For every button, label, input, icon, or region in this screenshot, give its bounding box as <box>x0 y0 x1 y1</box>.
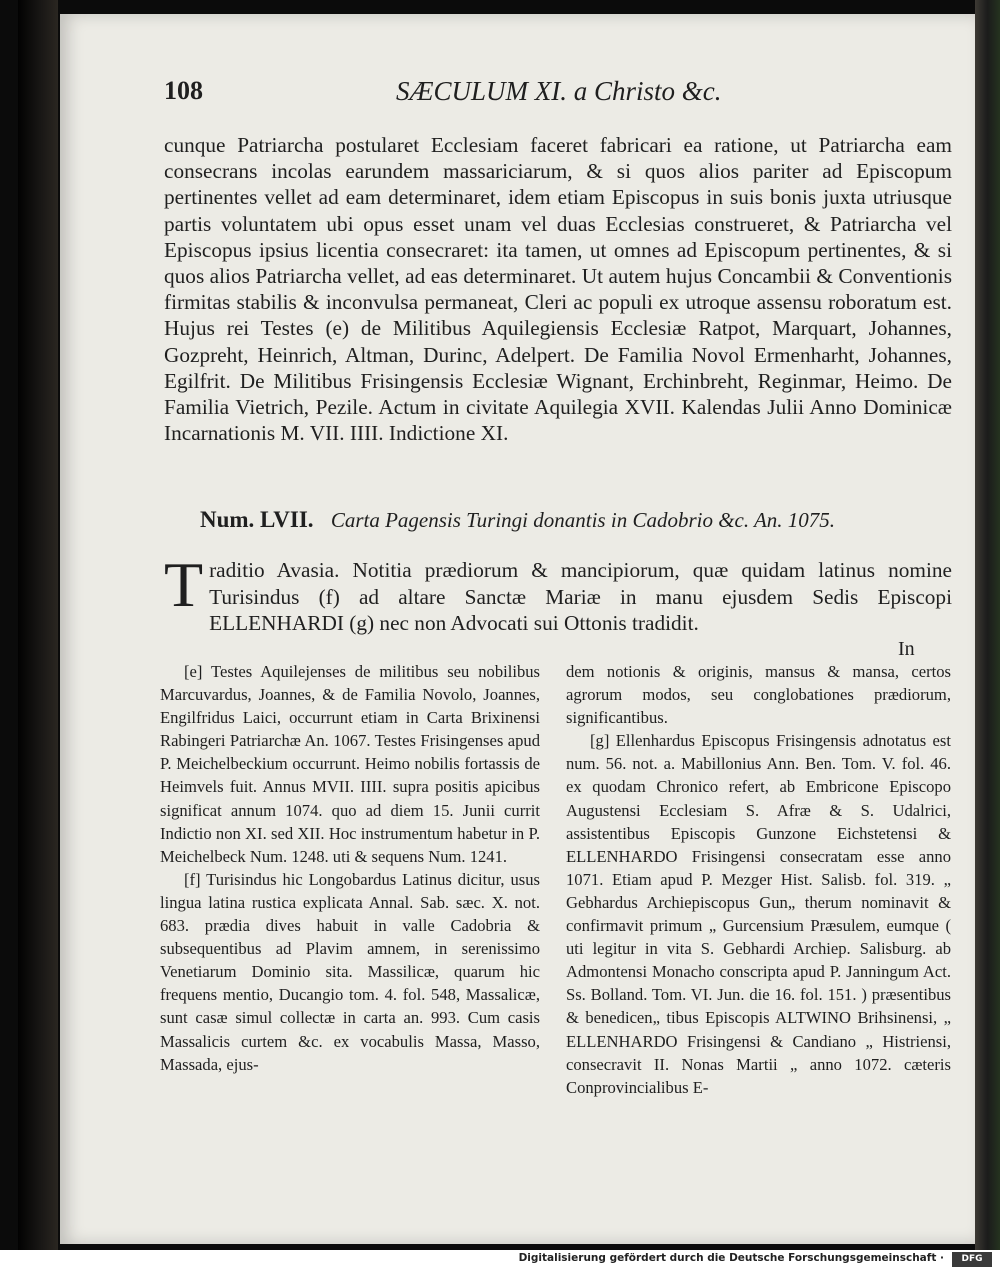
charter-text: raditio Avasia. Notitia prædiorum & mancipiorum, quæ quidam latinus nomine Turisindus (f) ad altare Sanctæ Mariæ in manu ejusdem Sedis Episcopi ELLENHARDI (g) nec non Advocati sui Ottonis tradidit. <box>209 558 952 635</box>
footer-bar <box>0 1250 1000 1270</box>
book-page <box>60 14 975 1244</box>
running-title: SÆCULUM XI. a Christo &c. <box>396 76 722 106</box>
drop-cap: T <box>164 549 204 620</box>
footnote-f: [f] Turisindus hic Longobardus Latinus dicitur, usus lingua latina rustica explicata Annal. Sab. sæc. X. not. 683. prædia dives habuit in valle Cadobria & subsequentibus ad Plavim amnem, in serenissimo Venetiarum Dominio sita. Massilicæ, quarum hic frequens mentio, Ducangio tom. 4. fol. 548, Massalicæ, sunt casæ simul collectæ in carta an. 993. Cum casis Massalicis curtem &c. ex vocabulis Massa, Masso, Massada, ejus- <box>160 869 540 1074</box>
book-binding <box>18 0 58 1250</box>
running-head <box>164 76 964 120</box>
digitization-credit: Digitalisierung gefördert durch die Deutsche Forschungsgemeinschaft · <box>518 1252 944 1264</box>
page-number: 108 <box>164 76 203 105</box>
dfg-logo: DFG <box>952 1252 992 1267</box>
charter-number: Num. LVII. <box>200 507 314 532</box>
catchword: In <box>898 638 915 660</box>
footnotes-left-column <box>160 660 540 1076</box>
charter-heading <box>200 507 960 533</box>
footnote-f-continuation: dem notionis & originis, mansus & mansa, certos agrorum modos, seu conglobationes prædiorum, significantibus. <box>566 662 951 728</box>
charter-paragraph <box>164 549 952 637</box>
footnotes-right-column <box>566 660 951 1099</box>
footnote-e: [e] Testes Aquilejenses de militibus seu nobilibus Marcuvardus, Joannes, & de Familia Novolo, Joannes, Engilfridus Laici, occurrunt etiam in Carta Brixinensi Rabingeri Patriarchæ An. 1067. Testes Frisingenses apud P. Meichelbeckium occurrunt. Heimo nobilis fortassis de Heimvels fuit. Annus MVII. IIII. supra positis apicibus significat annum 1074. quo ad diem 15. Junii currit Indictio non XI. sed XII. Hoc instrumentum habetur in P. Meichelbeck Num. 1248. uti & sequens Num. 1241. <box>160 662 540 866</box>
footnote-g: [g] Ellenhardus Episcopus Frisingensis adnotatus est num. 56. not. a. Mabillonius Ann. Ben. Tom. V. fol. 46. ex quodam Chronico refert, ab Embricone Episcopo Augustensi Ecclesiam S. Afræ & S. Udalrici, assistentibus Episcopis Gunzone Eichstetensi & ELLENHARDO Frisingensi consecratam esse anno 1071. Etiam apud P. Mezger Hist. Salisb. fol. 319. „ Gebhardus Archiepiscopus Gun„ therum nominavit & confirmavit primum „ Gurcensium Præsulem, eumque ( uti legitur in vita S. Gebhardi Archiep. Salisburg. ab Admontensi Monacho conscripta apud P. Janningum Act. Ss. Bolland. Tom. VI. Jun. die 16. fol. 151. ) præsentibus & benedicen„ tibus Episcopis ALTWINO Brihsinensi, „ ELLENHARDO Frisingensi & Candiano „ Histriensi, consecravit II. Nonas Martii „ anno 1072. cæteris Conprovincialibus E- <box>566 731 951 1097</box>
charter-title: Carta Pagensis Turingi donantis in Cadobrio &c. An. 1075. <box>330 508 836 532</box>
page-edge <box>975 0 1000 1250</box>
main-paragraph: cunque Patriarcha postularet Ecclesiam faceret fabricari ea ratione, ut Patriarcha eam consecrans incolas earundem massariciarum, & si quos alios pariter ad Episcopum pertinentes vellet ad eam determinaret, idem etiam Episcopus in suis bonis juxta utriusque partis voluntatem ubi opus esset unam vel duas Ecclesias construeret, & Patriarcha vel Episcopus ipsius licentia consecraret: ita tamen, ut omnes ad Episcopum pertinentes, & si quos alios Patriarcha vellet, ad eas determinaret. Ut autem hujus Concambii & Conventionis firmitas stabilis & inconvulsa permaneat, Cleri ac populi ex utroque assensu roboratum est. Hujus rei Testes (e) de Militibus Aquilegiensis Ecclesiæ Ratpot, Marquart, Johannes, Gozpreht, Heinrich, Altman, Durinc, Adelpert. De Familia Novol Ermenharht, Johannes, Egilfrit. De Militibus Frisingensis Ecclesiæ Wignant, Erchinbreht, Reginmar, Heimo. De Familia Vietrich, Pezile. Actum in civitate Aquilegia XVII. Kalendas Julii Anno Dominicæ Incarnationis M. VII. IIII. Indictione XI. <box>164 133 952 446</box>
